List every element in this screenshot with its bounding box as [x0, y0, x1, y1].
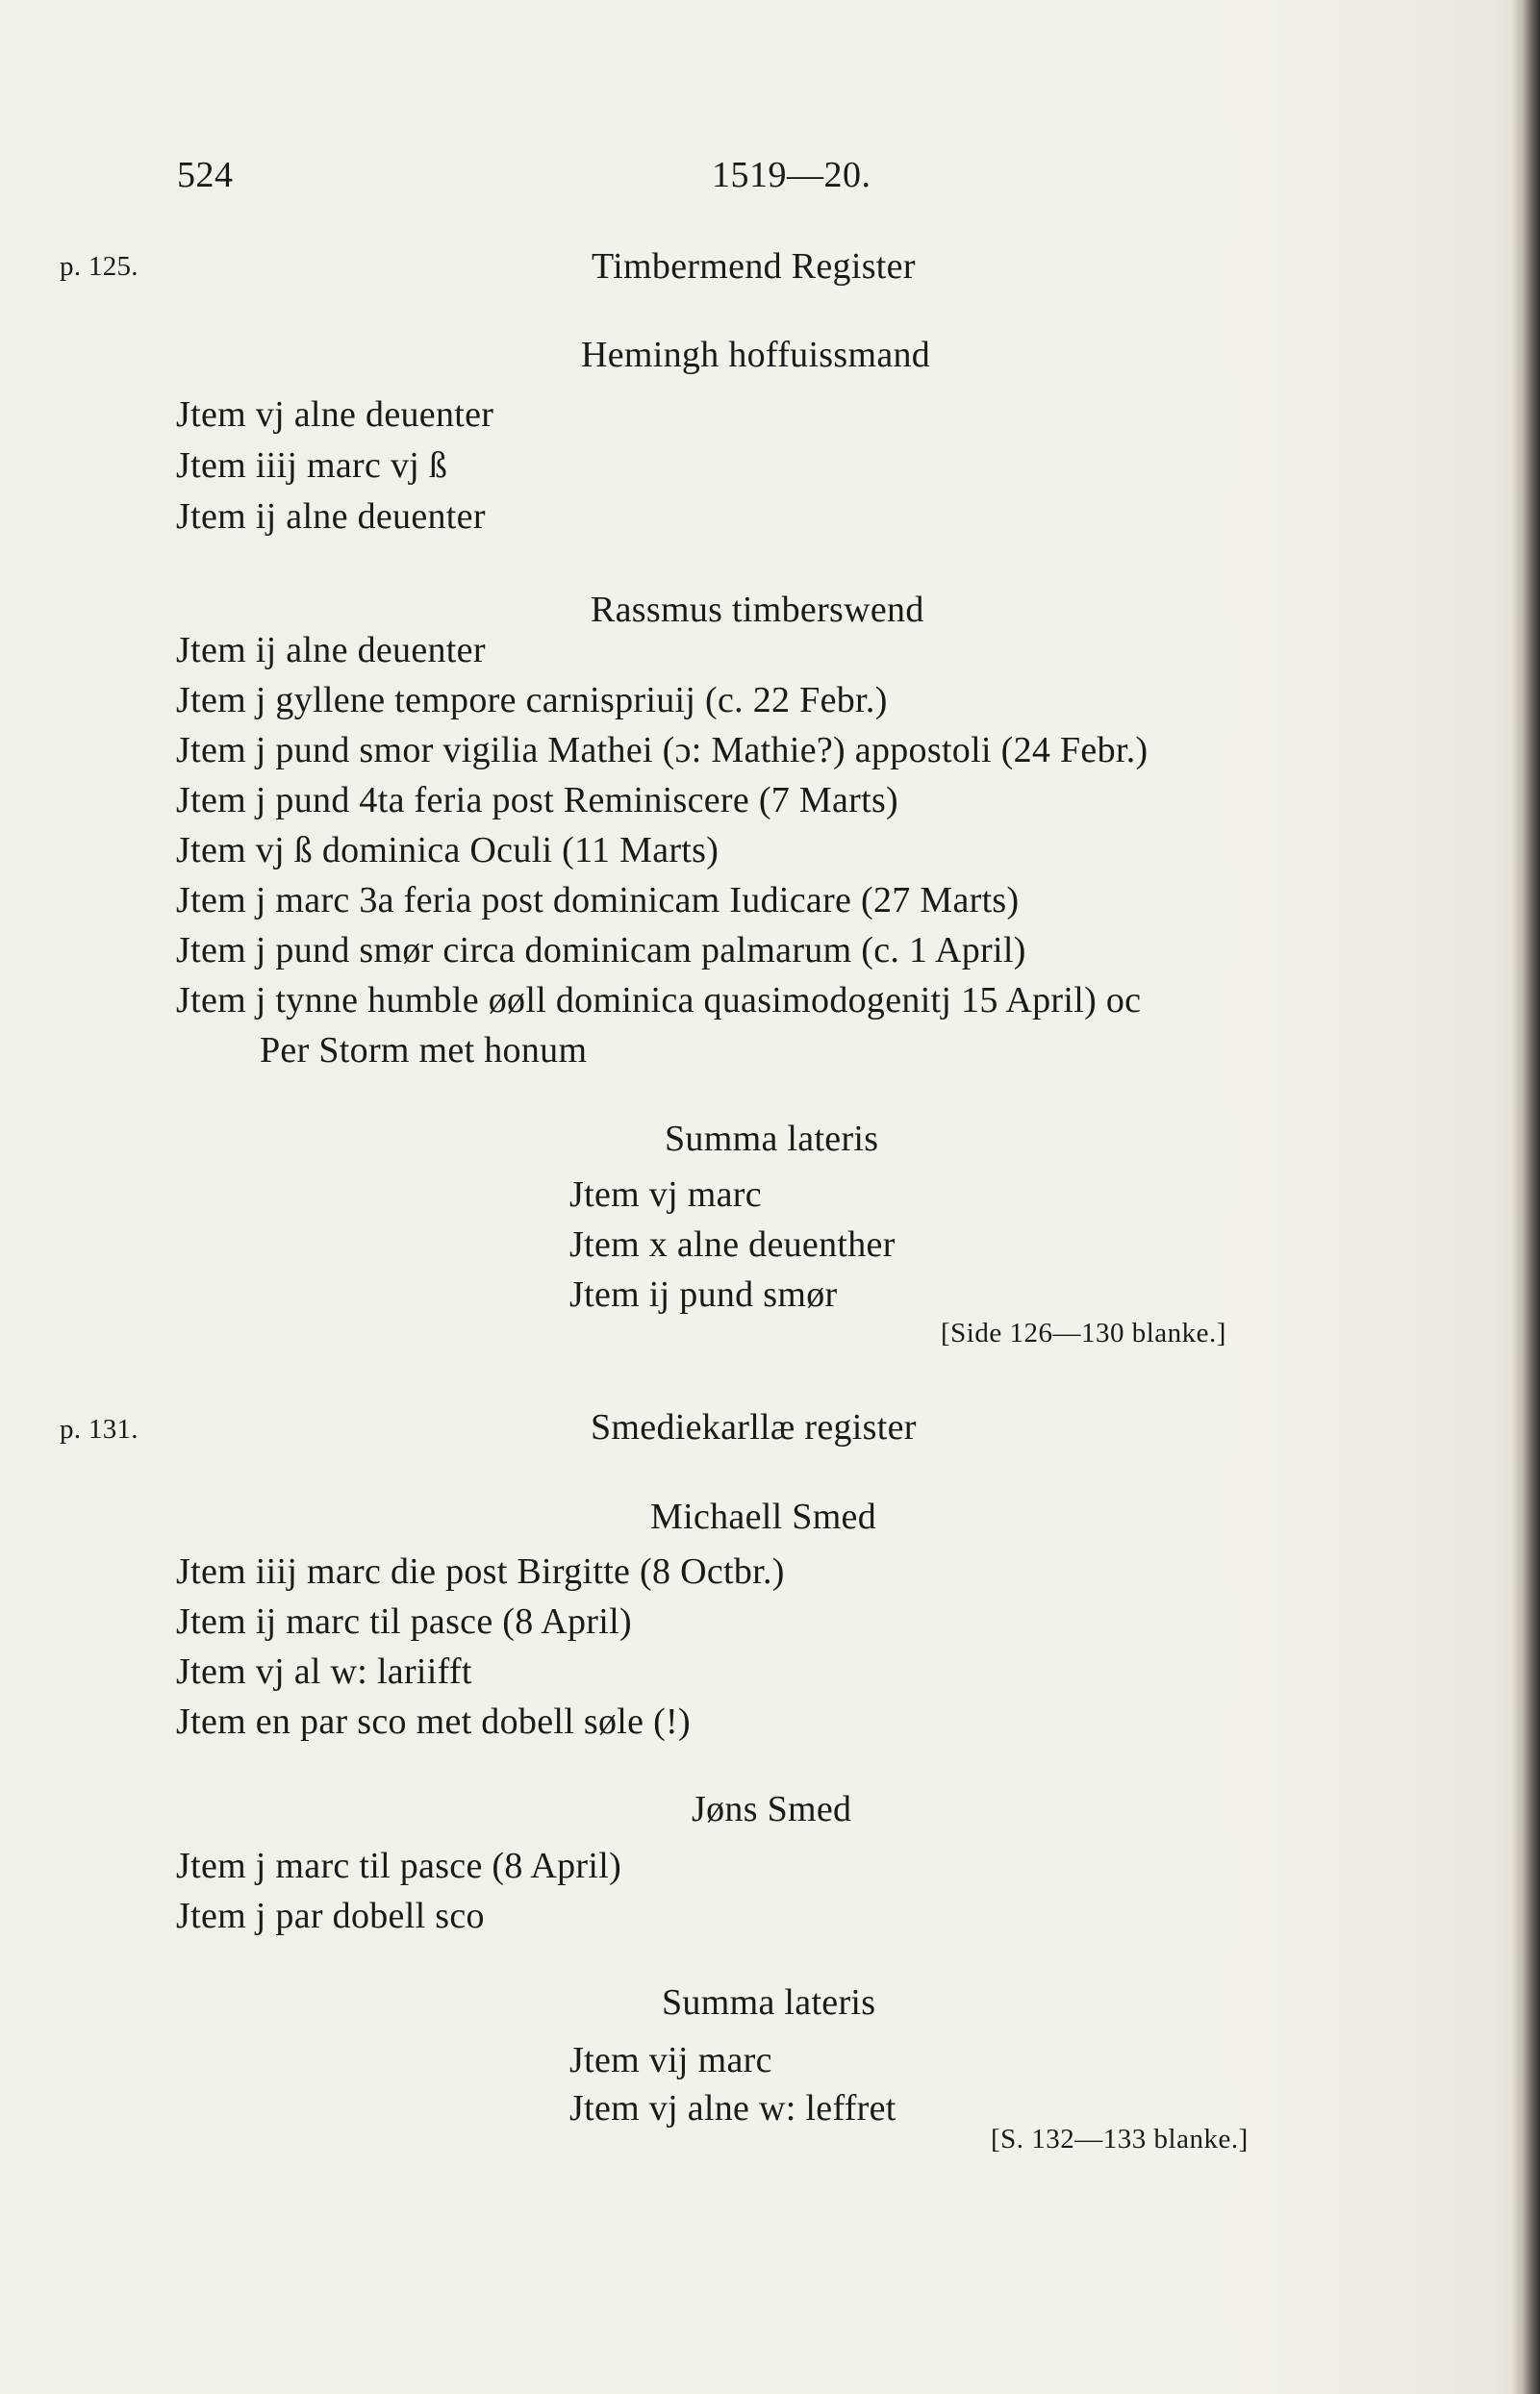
entry-line: Jtem vj alne deuenter: [176, 394, 494, 435]
summa-line: Jtem x alne deuenther: [569, 1224, 896, 1265]
summa-line: Jtem vj alne w: leffret: [569, 2088, 896, 2129]
margin-page-reference: p. 131.: [60, 1414, 139, 1445]
entry-line: Jtem ij alne deuenter: [176, 496, 486, 537]
group-name: Rassmus timberswend: [591, 590, 924, 630]
entry-line: Jtem en par sco met dobell søle (!): [176, 1701, 691, 1742]
entry-line: Jtem iiij marc vj ß: [176, 445, 448, 486]
group-name: Jøns Smed: [692, 1789, 852, 1829]
running-head-years: 1519—20.: [712, 155, 871, 195]
entry-line: Jtem j pund smør circa dominicam palmarum (c. 1 April): [176, 930, 1026, 970]
entry-line: Jtem j tynne humble øøll dominica quasimodogenitj 15 April) oc: [176, 980, 1142, 1021]
summa-title: Summa lateris: [662, 1982, 876, 2023]
group-name: Michaell Smed: [650, 1497, 877, 1537]
margin-page-reference: p. 125.: [60, 251, 139, 282]
entry-line: Jtem j marc til pasce (8 April): [176, 1846, 622, 1886]
entry-line: Jtem ij marc til pasce (8 April): [176, 1601, 632, 1642]
entry-line: Jtem j pund smor vigilia Mathei (ɔ: Mathie?) appostoli (24 Febr.): [176, 730, 1149, 770]
group-name: Hemingh hoffuissmand: [581, 335, 931, 375]
summa-line: Jtem vij marc: [569, 2040, 772, 2080]
entry-line-continuation: Per Storm met honum: [260, 1030, 588, 1071]
blank-pages-note: [S. 132—133 blanke.]: [991, 2124, 1249, 2155]
summa-title: Summa lateris: [665, 1119, 879, 1159]
summa-line: Jtem ij pund smør: [569, 1274, 838, 1315]
entry-line: Jtem vj al w: lariifft: [176, 1651, 472, 1692]
entry-line: Jtem vj ß dominica Oculi (11 Marts): [176, 830, 720, 870]
entry-line: Jtem j gyllene tempore carnispriuij (c. 22 Febr.): [176, 680, 888, 720]
book-binding-edge: [1511, 0, 1540, 2394]
entry-line: Jtem j par dobell sco: [176, 1896, 485, 1936]
entry-line: Jtem ij alne deuenter: [176, 630, 486, 670]
blank-pages-note: [Side 126—130 blanke.]: [941, 1318, 1226, 1348]
entry-line: Jtem j marc 3a feria post dominicam Iudicare (27 Marts): [176, 880, 1020, 920]
section-title: Timbermend Register: [592, 246, 916, 287]
entry-line: Jtem iiij marc die post Birgitte (8 Octbr.): [176, 1551, 785, 1592]
section-title: Smediekarllæ register: [591, 1407, 917, 1448]
entry-line: Jtem j pund 4ta feria post Reminiscere (7 Marts): [176, 780, 898, 820]
summa-line: Jtem vj marc: [569, 1174, 762, 1215]
page-number: 524: [177, 155, 234, 195]
